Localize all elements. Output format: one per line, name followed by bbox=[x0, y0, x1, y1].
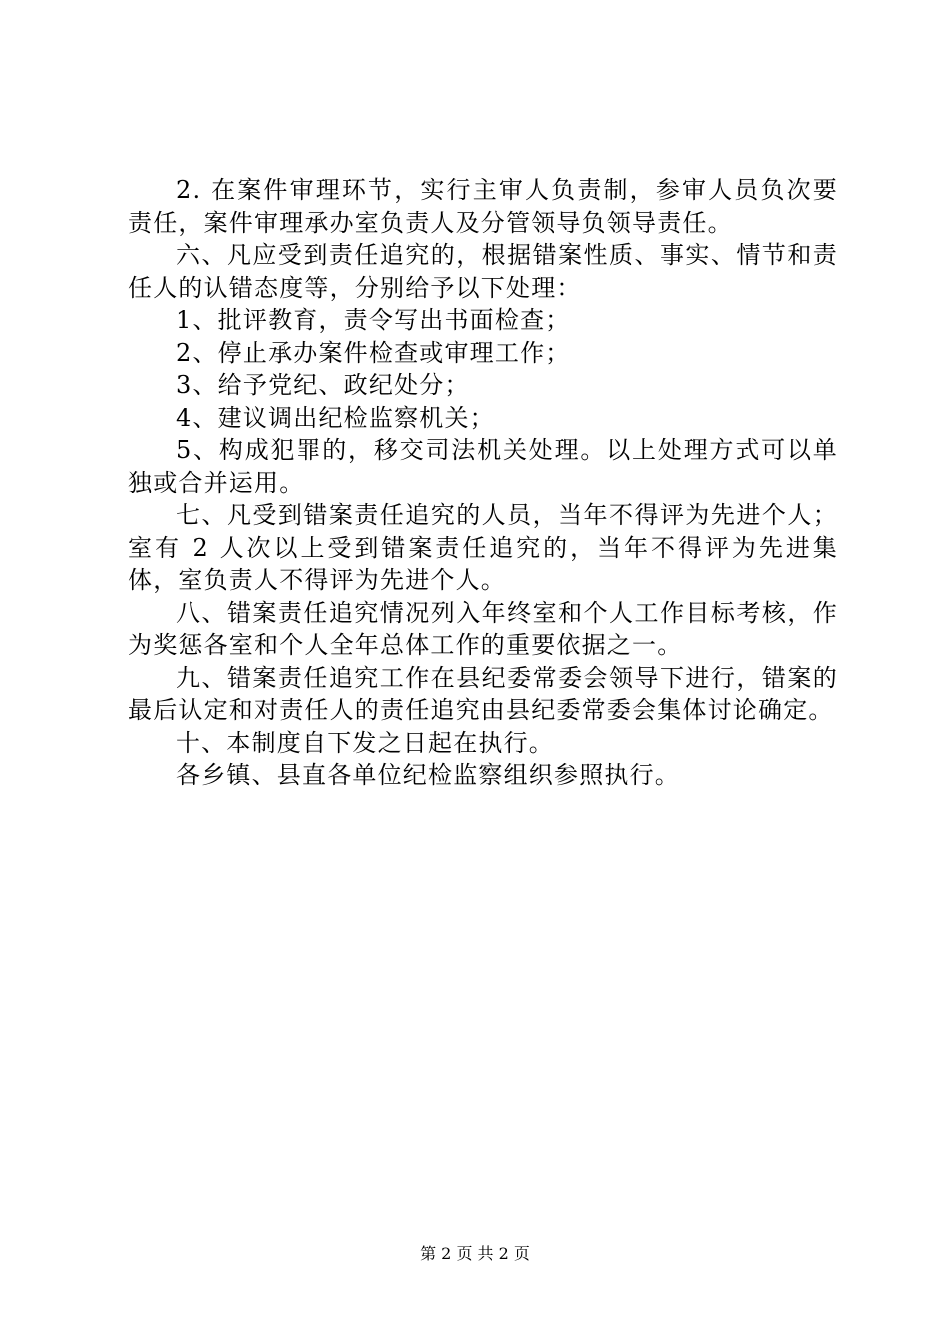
paragraph-reference: 各乡镇、县直各单位纪检监察组织参照执行。 bbox=[176, 761, 680, 789]
list-item-discipline: 3、给予党纪、政纪处分； bbox=[176, 371, 470, 399]
list-item-crime: 5、构成犯罪的，移交司法机关处理。以上处理方式可以单独或合并运用。 bbox=[128, 436, 838, 497]
paragraph-section-seven: 七、凡受到错案责任追究的人员，当年不得评为先进个人；室有 2 人次以上受到错案责任追究的，当年不得评为先进集体，室负责人不得评为先进个人。 bbox=[128, 501, 838, 594]
paragraph-trial-responsibility: 2. 在案件审理环节，实行主审人负责制，参审人员负次要责任，案件审理承办室负责人及分管领导负领导责任。 bbox=[128, 176, 838, 237]
paragraph-section-eight: 八、错案责任追究情况列入年终室和个人工作目标考核，作为奖惩各室和个人全年总体工作的重要依据之一。 bbox=[128, 598, 838, 659]
list-item-suspension: 2、停止承办案件检查或审理工作； bbox=[176, 338, 571, 367]
page-number-footer: 第 2 页 共 2 页 bbox=[420, 1244, 530, 1263]
list-item-criticism: 1、批评教育，责令写出书面检查； bbox=[176, 306, 571, 334]
list-item-transfer: 4、建议调出纪检监察机关； bbox=[176, 403, 495, 432]
paragraph-section-six: 六、凡应受到责任追究的，根据错案性质、事实、情节和责任人的认错态度等，分别给予以下处理： bbox=[128, 241, 838, 302]
paragraph-section-ten: 十、本制度自下发之日起在执行。 bbox=[176, 728, 554, 757]
document-body bbox=[128, 174, 838, 792]
paragraph-section-nine: 九、错案责任追究工作在县纪委常委会领导下进行，错案的最后认定和对责任人的责任追究由县纪委常委会集体讨论确定。 bbox=[128, 663, 838, 724]
